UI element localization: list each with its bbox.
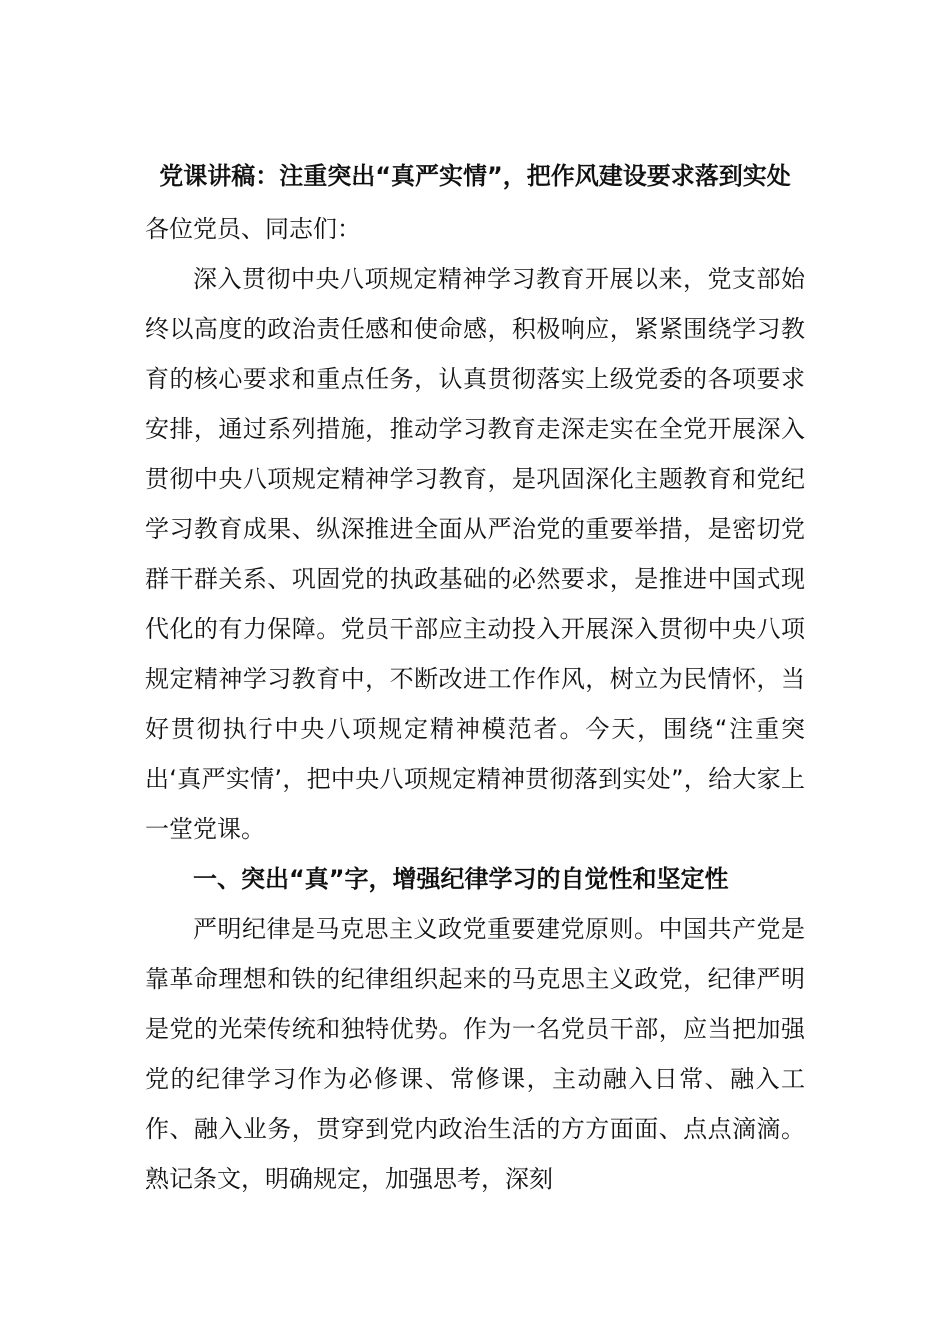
document-title: 党课讲稿：注重突出“真严实情”，把作风建设要求落到实处 <box>159 162 791 190</box>
section-1-paragraph: 严明纪律是马克思主义政党重要建党原则。中国共产党是靠革命理想和铁的纪律组织起来的马克思主义政党，纪律严明是党的光荣传统和独特优势。作为一名党员干部，应当把加强党的纪律学习作为必修课、常修课，主动融入日常、融入工作、融入业务，贯穿到党内政治生活的方方面面、点点滴滴。熟记条文，明确规定，加强思考，深刻 <box>145 915 805 1193</box>
document-body <box>145 148 805 1204</box>
section-heading-1: 一、突出“真”字，增强纪律学习的自觉性和坚定性 <box>193 865 729 893</box>
salutation: 各位党员、同志们： <box>145 215 361 243</box>
intro-paragraph: 深入贯彻中央八项规定精神学习教育开展以来，党支部始终以高度的政治责任感和使命感，积极响应，紧紧围绕学习教育的核心要求和重点任务，认真贯彻落实上级党委的各项要求安排，通过系列措施，推动学习教育走深走实在全党开展深入贯彻中央八项规定精神学习教育，是巩固深化主题教育和党纪学习教育成果、纵深推进全面从严治党的重要举措，是密切党群干群关系、巩固党的执政基础的必然要求，是推进中国式现代化的有力保障。党员干部应主动投入开展深入贯彻中央八项规定精神学习教育中，不断改进工作作风，树立为民情怀，当好贯彻执行中央八项规定精神模范者。今天，围绕“注重突出‘真严实情’，把中央八项规定精神贯彻落到实处”，给大家上一堂党课。 <box>145 265 805 843</box>
